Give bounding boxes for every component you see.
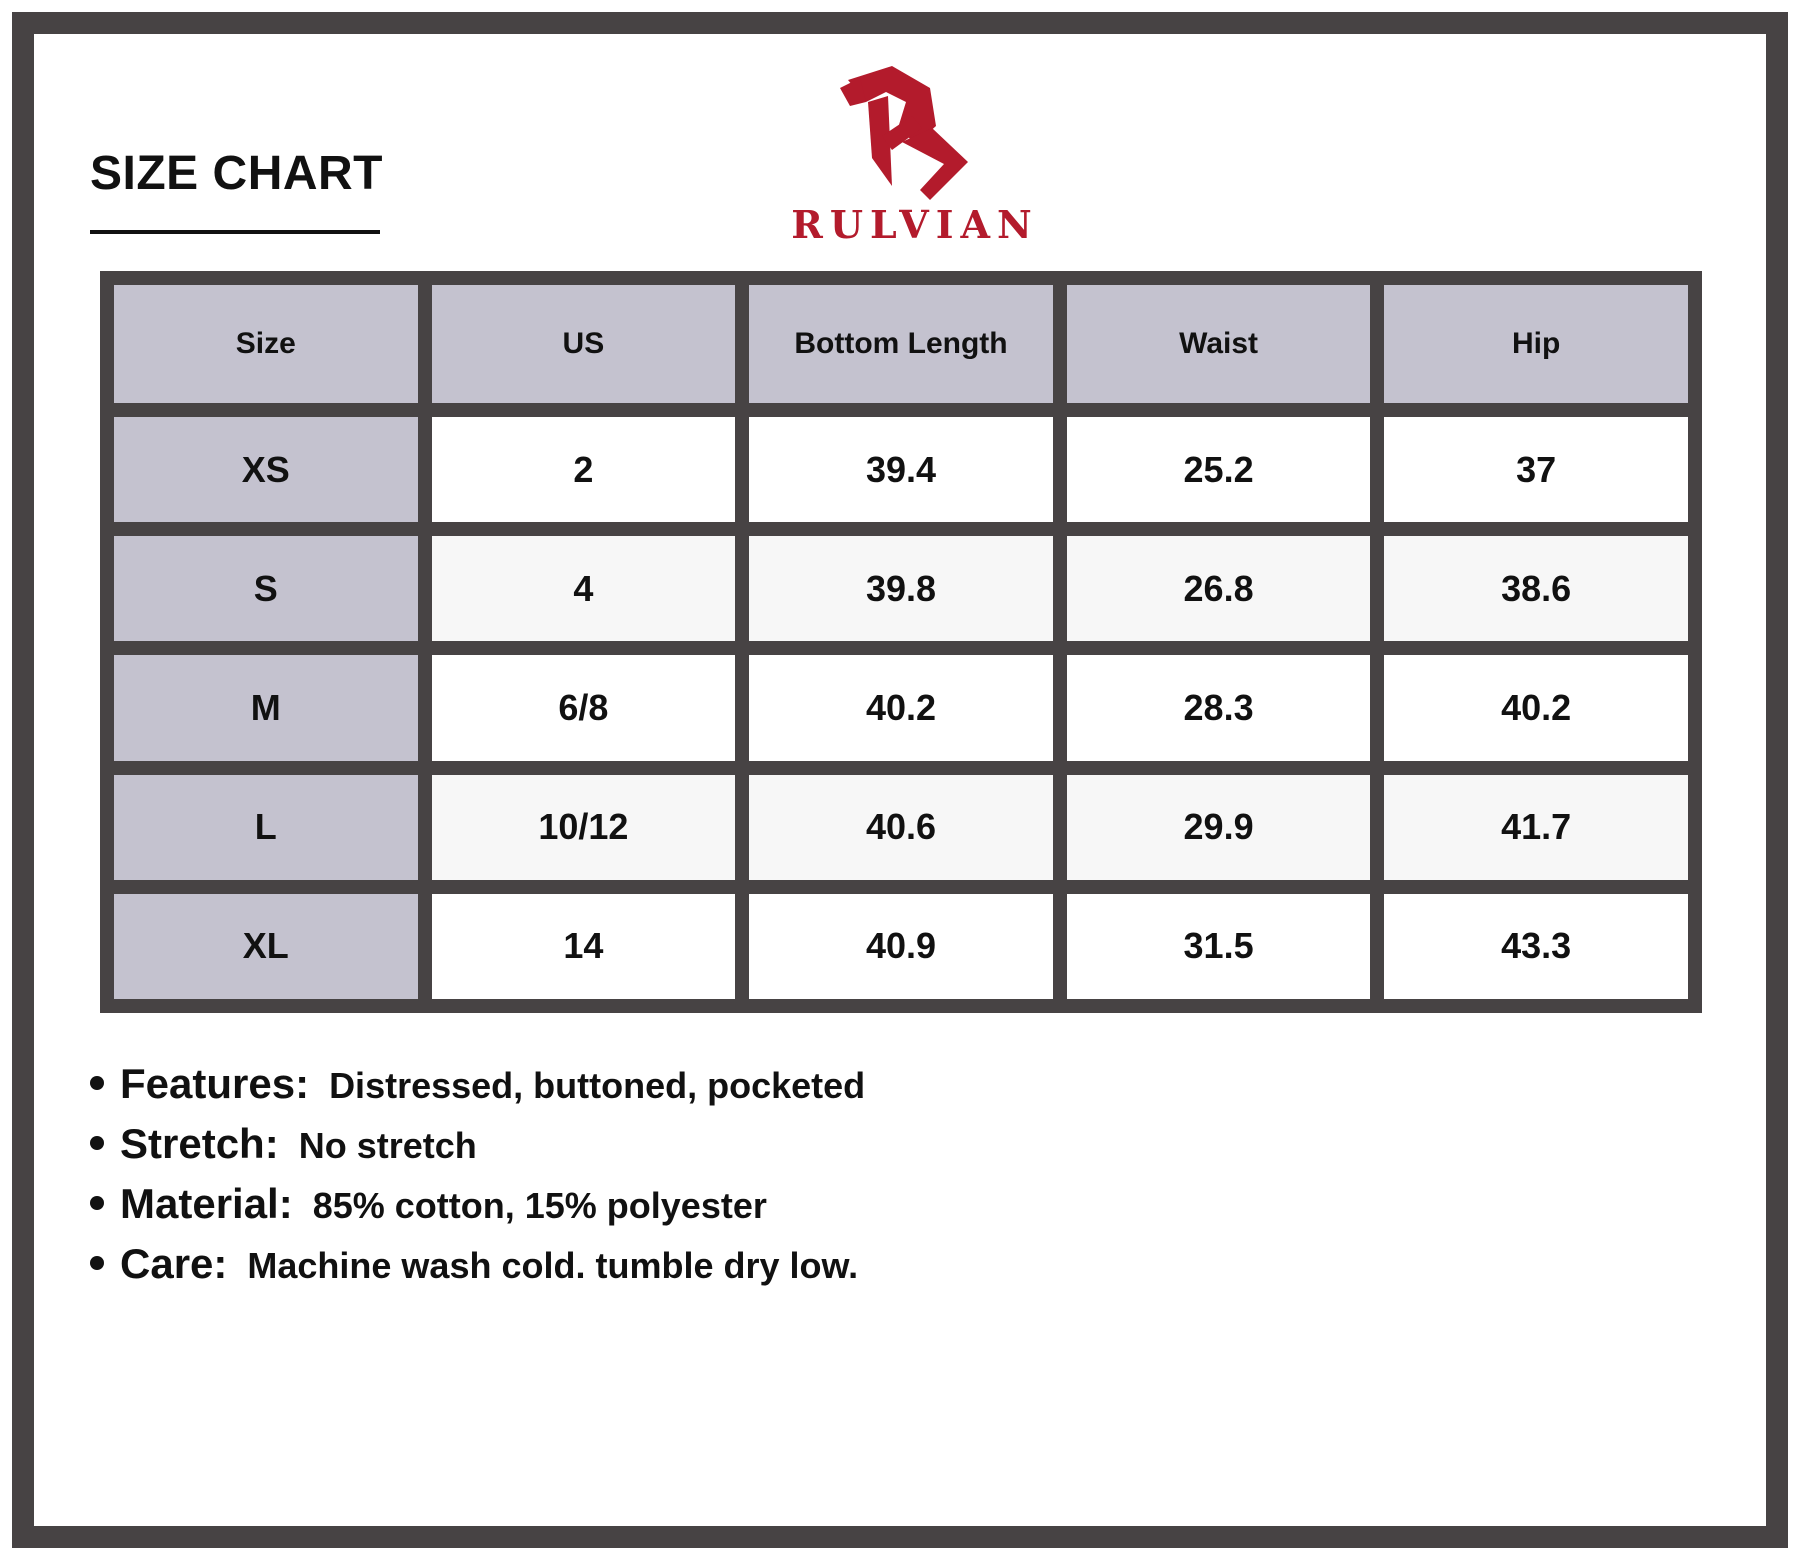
- feature-value: Machine wash cold. tumble dry low.: [247, 1245, 859, 1286]
- feature-label: Care:: [120, 1240, 228, 1287]
- table-row: [107, 768, 1695, 887]
- table-row: [107, 887, 1695, 1006]
- cell-hip: 38.6: [1377, 529, 1695, 648]
- table-header-row: [107, 278, 1695, 410]
- table-row: [107, 410, 1695, 529]
- cell-waist: 31.5: [1060, 887, 1378, 1006]
- header-hip: Hip: [1377, 278, 1695, 410]
- bullet-icon: [90, 1196, 104, 1210]
- cell-hip: 37: [1377, 410, 1695, 529]
- table-row: [107, 648, 1695, 767]
- cell-bottom-length: 39.8: [742, 529, 1060, 648]
- cell-bottom-length: 40.9: [742, 887, 1060, 1006]
- stylized-r-logo-icon: [770, 58, 1060, 203]
- feature-label: Material:: [120, 1180, 293, 1227]
- cell-size: L: [107, 768, 425, 887]
- cell-size: S: [107, 529, 425, 648]
- feature-value: 85% cotton, 15% polyester: [312, 1185, 767, 1226]
- brand-name: RULVIAN: [791, 202, 1039, 247]
- cell-size: XL: [107, 887, 425, 1006]
- feature-item-care: [90, 1240, 865, 1300]
- cell-waist: 25.2: [1060, 410, 1378, 529]
- cell-us: 4: [425, 529, 743, 648]
- feature-item-features: [90, 1060, 865, 1120]
- feature-value: No stretch: [298, 1125, 477, 1166]
- feature-label: Features:: [120, 1060, 310, 1107]
- cell-size: M: [107, 648, 425, 767]
- header-us: US: [425, 278, 743, 410]
- title-underline: [90, 230, 380, 234]
- page-title: SIZE CHART: [90, 147, 383, 200]
- feature-list: [90, 1060, 865, 1300]
- header-waist: Waist: [1060, 278, 1378, 410]
- bullet-icon: [90, 1256, 104, 1270]
- feature-label: Stretch:: [120, 1120, 279, 1167]
- feature-value: Distressed, buttoned, pocketed: [329, 1065, 866, 1106]
- cell-waist: 28.3: [1060, 648, 1378, 767]
- header-bottom-length: Bottom Length: [742, 278, 1060, 410]
- cell-waist: 26.8: [1060, 529, 1378, 648]
- bullet-icon: [90, 1136, 104, 1150]
- table-row: [107, 529, 1695, 648]
- feature-item-stretch: [90, 1120, 865, 1180]
- brand-logo: [770, 58, 1060, 258]
- cell-us: 6/8: [425, 648, 743, 767]
- cell-hip: 43.3: [1377, 887, 1695, 1006]
- cell-bottom-length: 40.2: [742, 648, 1060, 767]
- cell-size: XS: [107, 410, 425, 529]
- size-table: [100, 271, 1702, 1013]
- feature-item-material: [90, 1180, 865, 1240]
- cell-bottom-length: 39.4: [742, 410, 1060, 529]
- cell-hip: 40.2: [1377, 648, 1695, 767]
- cell-waist: 29.9: [1060, 768, 1378, 887]
- cell-us: 2: [425, 410, 743, 529]
- header-size: Size: [107, 278, 425, 410]
- bullet-icon: [90, 1076, 104, 1090]
- cell-hip: 41.7: [1377, 768, 1695, 887]
- cell-bottom-length: 40.6: [742, 768, 1060, 887]
- cell-us: 10/12: [425, 768, 743, 887]
- cell-us: 14: [425, 887, 743, 1006]
